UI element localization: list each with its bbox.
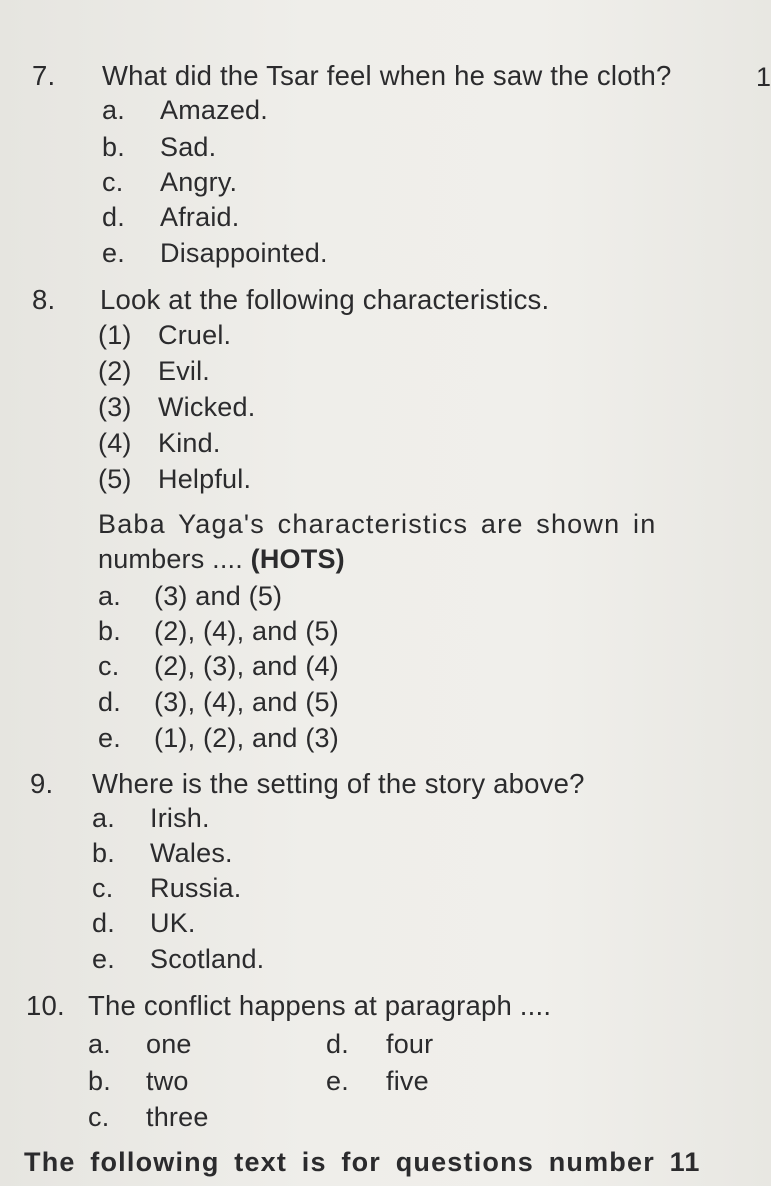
characteristic-text: Kind. <box>158 428 221 458</box>
characteristic-number: (4) <box>98 428 132 458</box>
characteristic-text: Evil. <box>158 356 211 386</box>
characteristic-text: Cruel. <box>158 320 232 350</box>
question-8-prompt-line-1: Baba Yaga's characteristics are shown in <box>98 509 657 539</box>
option-text: Disappointed. <box>160 238 328 268</box>
option-text: Russia. <box>150 873 242 903</box>
option-text: (2), (3), and (4) <box>154 651 339 681</box>
option-text: (1), (2), and (3) <box>154 723 339 753</box>
hots-label: (HOTS) <box>250 544 345 574</box>
next-text-heading: The following text is for questions number 11 <box>24 1147 701 1177</box>
question-number: 7. <box>32 60 56 91</box>
question-text: Look at the following characteristics. <box>100 284 550 315</box>
characteristic-number: (1) <box>98 320 132 350</box>
characteristic-number: (3) <box>98 392 132 422</box>
option-text: two <box>146 1066 189 1096</box>
option-text: three <box>146 1102 209 1132</box>
option-letter: e. <box>326 1066 349 1096</box>
characteristic-text: Helpful. <box>158 464 252 494</box>
characteristic-number: (5) <box>98 464 132 494</box>
option-text: four <box>386 1029 434 1059</box>
option-text: one <box>146 1029 192 1059</box>
question-text: Where is the setting of the story above? <box>92 768 585 799</box>
option-letter: d. <box>98 687 121 717</box>
option-letter: c. <box>92 873 114 903</box>
option-letter: b. <box>88 1066 111 1096</box>
option-letter: b. <box>92 838 115 868</box>
option-text: Wales. <box>150 838 233 868</box>
option-letter: d. <box>102 202 125 232</box>
option-letter: a. <box>102 95 125 125</box>
question-text: The conflict happens at paragraph .... <box>88 990 552 1021</box>
option-text: (3) and (5) <box>154 581 283 611</box>
option-text: five <box>386 1066 429 1096</box>
option-text: Scotland. <box>150 944 265 974</box>
option-text: Angry. <box>160 167 238 197</box>
option-text: Afraid. <box>160 202 240 232</box>
option-letter: c. <box>88 1102 110 1132</box>
option-text: Irish. <box>150 803 210 833</box>
characteristic-number: (2) <box>98 356 132 386</box>
option-text: UK. <box>150 908 196 938</box>
option-letter: d. <box>92 908 115 938</box>
question-8-prompt-line-2 <box>98 543 345 575</box>
option-letter: c. <box>98 651 120 681</box>
option-letter: e. <box>102 238 125 268</box>
option-text: (3), (4), and (5) <box>154 687 339 717</box>
option-letter: e. <box>92 944 115 974</box>
option-text: Sad. <box>160 132 217 162</box>
prompt-text: numbers .... <box>98 544 251 574</box>
option-letter: c. <box>102 167 124 197</box>
question-text: What did the Tsar feel when he saw the cloth? <box>102 60 672 91</box>
option-text: Amazed. <box>160 95 268 125</box>
cut-off-mark: 1 <box>755 62 771 92</box>
option-letter: a. <box>92 803 115 833</box>
option-letter: b. <box>98 616 121 646</box>
option-letter: b. <box>102 132 125 162</box>
question-number: 8. <box>32 284 56 315</box>
option-letter: d. <box>326 1029 349 1059</box>
characteristic-text: Wicked. <box>158 392 256 422</box>
option-letter: e. <box>98 723 121 753</box>
option-letter: a. <box>88 1029 111 1059</box>
option-letter: a. <box>98 581 121 611</box>
option-text: (2), (4), and (5) <box>154 616 339 646</box>
question-number: 10. <box>26 990 65 1021</box>
question-number: 9. <box>30 768 54 799</box>
